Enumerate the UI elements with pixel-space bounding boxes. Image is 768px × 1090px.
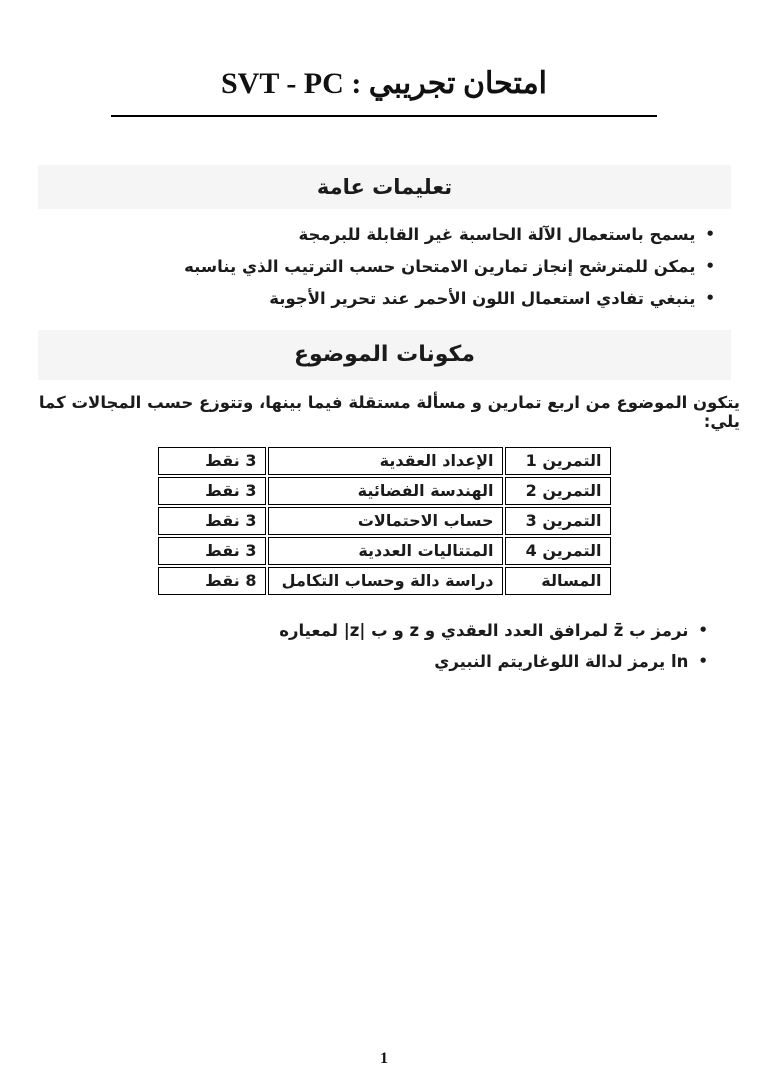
topic-cell: دراسة دالة وحساب التكامل [268,567,503,595]
exercise-label-cell: التمرين 3 [505,507,611,535]
instructions-heading-text: تعليمات عامة [316,175,453,199]
table-row [158,567,611,595]
instructions-list [0,225,715,308]
table-row [158,447,611,475]
exercise-label-cell: التمرين 4 [505,537,611,565]
bullet-icon: • [705,257,715,275]
instruction-text: ينبغي تفادي استعمال اللون الأحمر عند تحرير الأجوبة [269,289,696,308]
table-row [158,537,611,565]
section-heading-instructions [38,165,731,209]
list-item [0,257,715,276]
note-text: نرمز ب z̄ لمرافق العدد العقدي و z و ب |z| لمعياره [279,621,689,640]
components-intro: يتكون الموضوع من اربع تمارين و مسألة مستقلة فيما بينها، وتتوزع حسب المجالات كما يلي: [38,393,740,431]
notation-notes-list [0,621,708,671]
page-title: امتحان تجريبي : SVT - PC [221,67,547,100]
list-item [0,652,708,671]
points-cell: 3 نقط [158,447,266,475]
bullet-icon: • [698,621,708,639]
exercise-label-cell: المسالة [505,567,611,595]
points-cell: 8 نقط [158,567,266,595]
bullet-icon: • [705,225,715,243]
page-number: 1 [380,1050,388,1067]
points-cell: 3 نقط [158,507,266,535]
list-item [0,289,715,308]
components-table [156,445,613,597]
exercise-label-cell: التمرين 1 [505,447,611,475]
topic-cell: الإعداد العقدية [268,447,503,475]
topic-cell: المتتاليات العددية [268,537,503,565]
list-item [0,225,715,244]
topic-cell: الهندسة الفضائية [268,477,503,505]
table-row [158,507,611,535]
bullet-icon: • [705,289,715,307]
topic-cell: حساب الاحتمالات [268,507,503,535]
note-text: ln يرمز لدالة اللوغاريتم النبيري [434,652,689,671]
exercise-label-cell: التمرين 2 [505,477,611,505]
components-heading-text: مكونات الموضوع [294,342,475,367]
points-cell: 3 نقط [158,537,266,565]
document-page [0,66,768,1090]
list-item [0,621,708,640]
section-heading-components [38,330,731,380]
instruction-text: يسمح باستعمال الآلة الحاسبة غير القابلة للبرمجة [298,225,696,244]
points-cell: 3 نقط [158,477,266,505]
table-row [158,477,611,505]
bullet-icon: • [698,652,708,670]
instruction-text: يمكن للمترشح إنجاز تمارين الامتحان حسب الترتيب الذي يناسبه [184,257,696,276]
title-divider [111,115,657,117]
